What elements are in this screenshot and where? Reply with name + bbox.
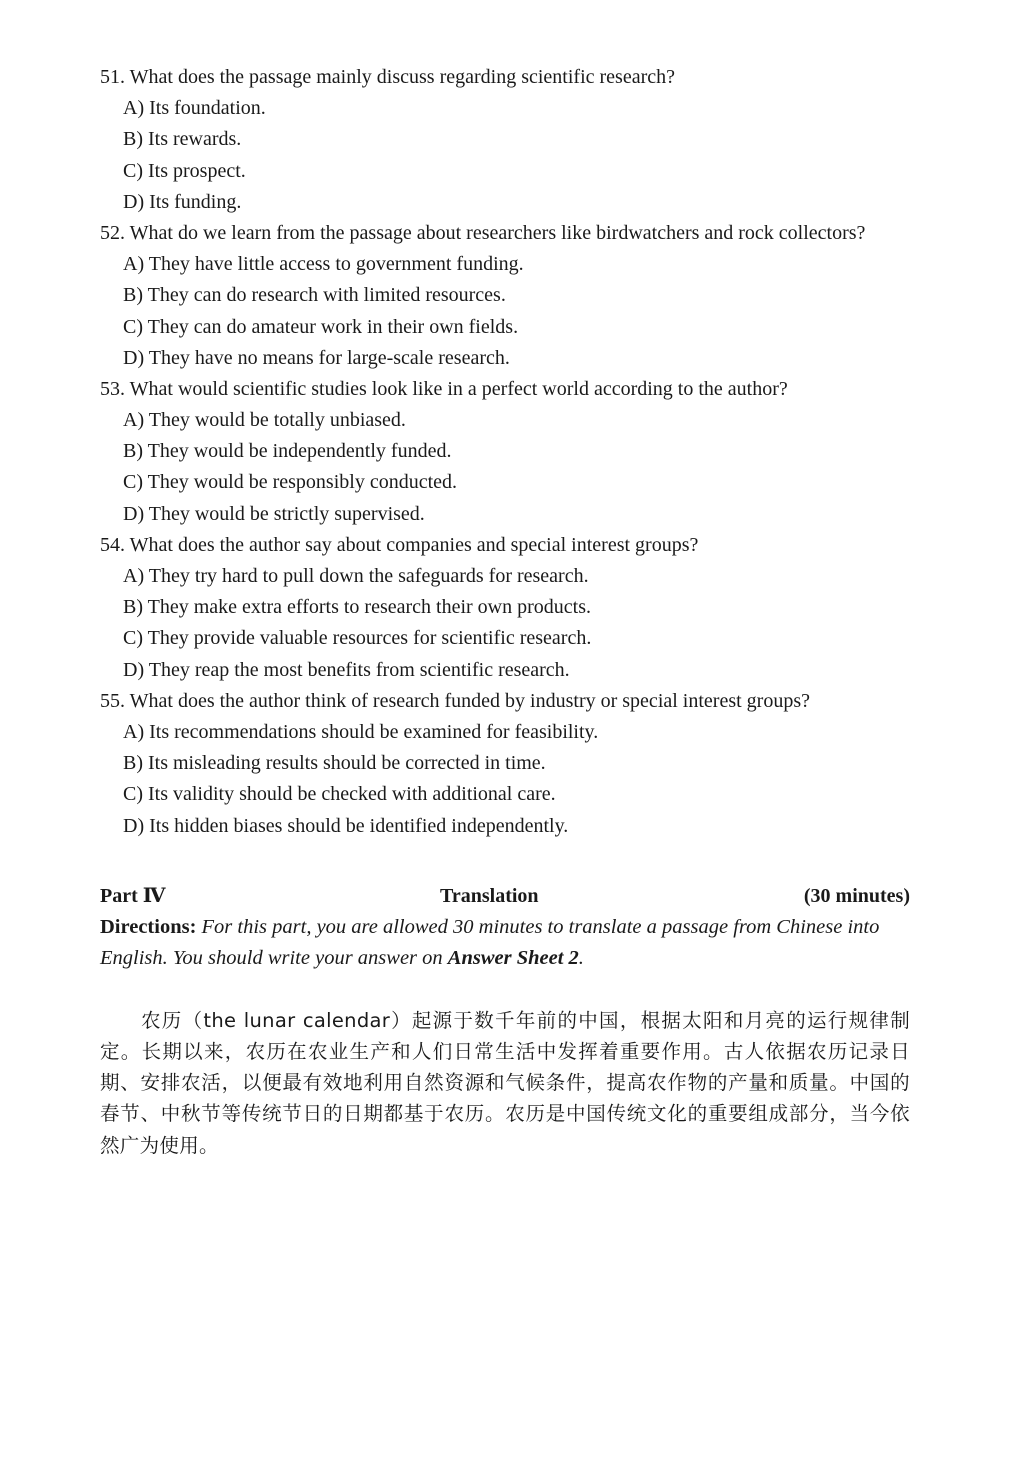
option-c: C) Its validity should be checked with additional care. [123, 783, 556, 806]
option-a: A) Its recommendations should be examined for feasibility. [123, 720, 599, 743]
question-stem: 51. What does the passage mainly discuss regarding scientific research? [100, 66, 675, 88]
directions-end: . [578, 946, 584, 969]
option-b: B) They would be independently funded. [123, 440, 452, 463]
question-54 [100, 530, 910, 686]
option-d: D) They reap the most benefits from scientific research. [123, 658, 570, 681]
option-b: B) Its misleading results should be corrected in time. [123, 752, 546, 775]
directions-text: For this part, you are allowed 30 minutes to translate a passage from Chinese into English. You should write your answer on [100, 915, 880, 969]
question-stem: 53. What would scientific studies look like in a perfect world according to the author? [100, 377, 788, 400]
question-53 [100, 374, 910, 530]
translation-passage: 农历（the lunar calendar）起源于数千年前的中国，根据太阳和月亮的运行规律制定。长期以来，农历在农业生产和人们日常生活中发挥着重要作用。古人依据农历记录日期、安排农活，以便最有效地利用自然资源和气候条件，提高农作物的产量和质量。中国的春节、中秋节等传统节日的日期都基于农历。农历是中国传统文化的重要组成部分，当今依然广为使用。 [100, 1008, 910, 1157]
option-a: A) They try hard to pull down the safeguards for research. [123, 565, 589, 587]
option-a: A) They have little access to government funding. [123, 253, 524, 276]
question-stem: 52. What do we learn from the passage about researchers like birdwatchers and rock collectors? [100, 221, 866, 244]
option-c: C) They would be responsibly conducted. [123, 471, 458, 494]
option-a: A) Its foundation. [123, 97, 266, 120]
option-b: B) They can do research with limited resources. [123, 284, 506, 307]
part-header [100, 880, 910, 912]
question-stem: 55. What does the author think of research funded by industry or special interest groups? [100, 689, 810, 712]
option-d: D) They have no means for large-scale research. [123, 346, 510, 369]
option-b: B) Its rewards. [123, 128, 242, 151]
option-d: D) They would be strictly supervised. [123, 502, 425, 525]
option-c: C) They can do amateur work in their own fields. [123, 315, 519, 338]
question-51 [100, 62, 910, 218]
option-a: A) They would be totally unbiased. [123, 409, 406, 432]
option-d: D) Its funding. [123, 190, 242, 213]
part-time: (30 minutes) [803, 884, 910, 907]
directions-label: Directions: [100, 915, 197, 938]
directions [100, 912, 910, 974]
option-c: C) They provide valuable resources for scientific research. [123, 627, 592, 650]
option-d: D) Its hidden biases should be identified independently. [123, 814, 569, 837]
option-b: B) They make extra efforts to research their own products. [123, 596, 591, 619]
part-label: Part Ⅳ [100, 884, 166, 907]
exam-page [100, 62, 910, 1161]
question-55 [100, 686, 910, 842]
option-c: C) Its prospect. [123, 159, 246, 182]
part-title: Translation [440, 884, 539, 907]
question-stem: 54. What does the author say about companies and special interest groups? [100, 533, 699, 556]
question-52 [100, 218, 910, 374]
answer-sheet-reference: Answer Sheet 2 [447, 946, 579, 969]
